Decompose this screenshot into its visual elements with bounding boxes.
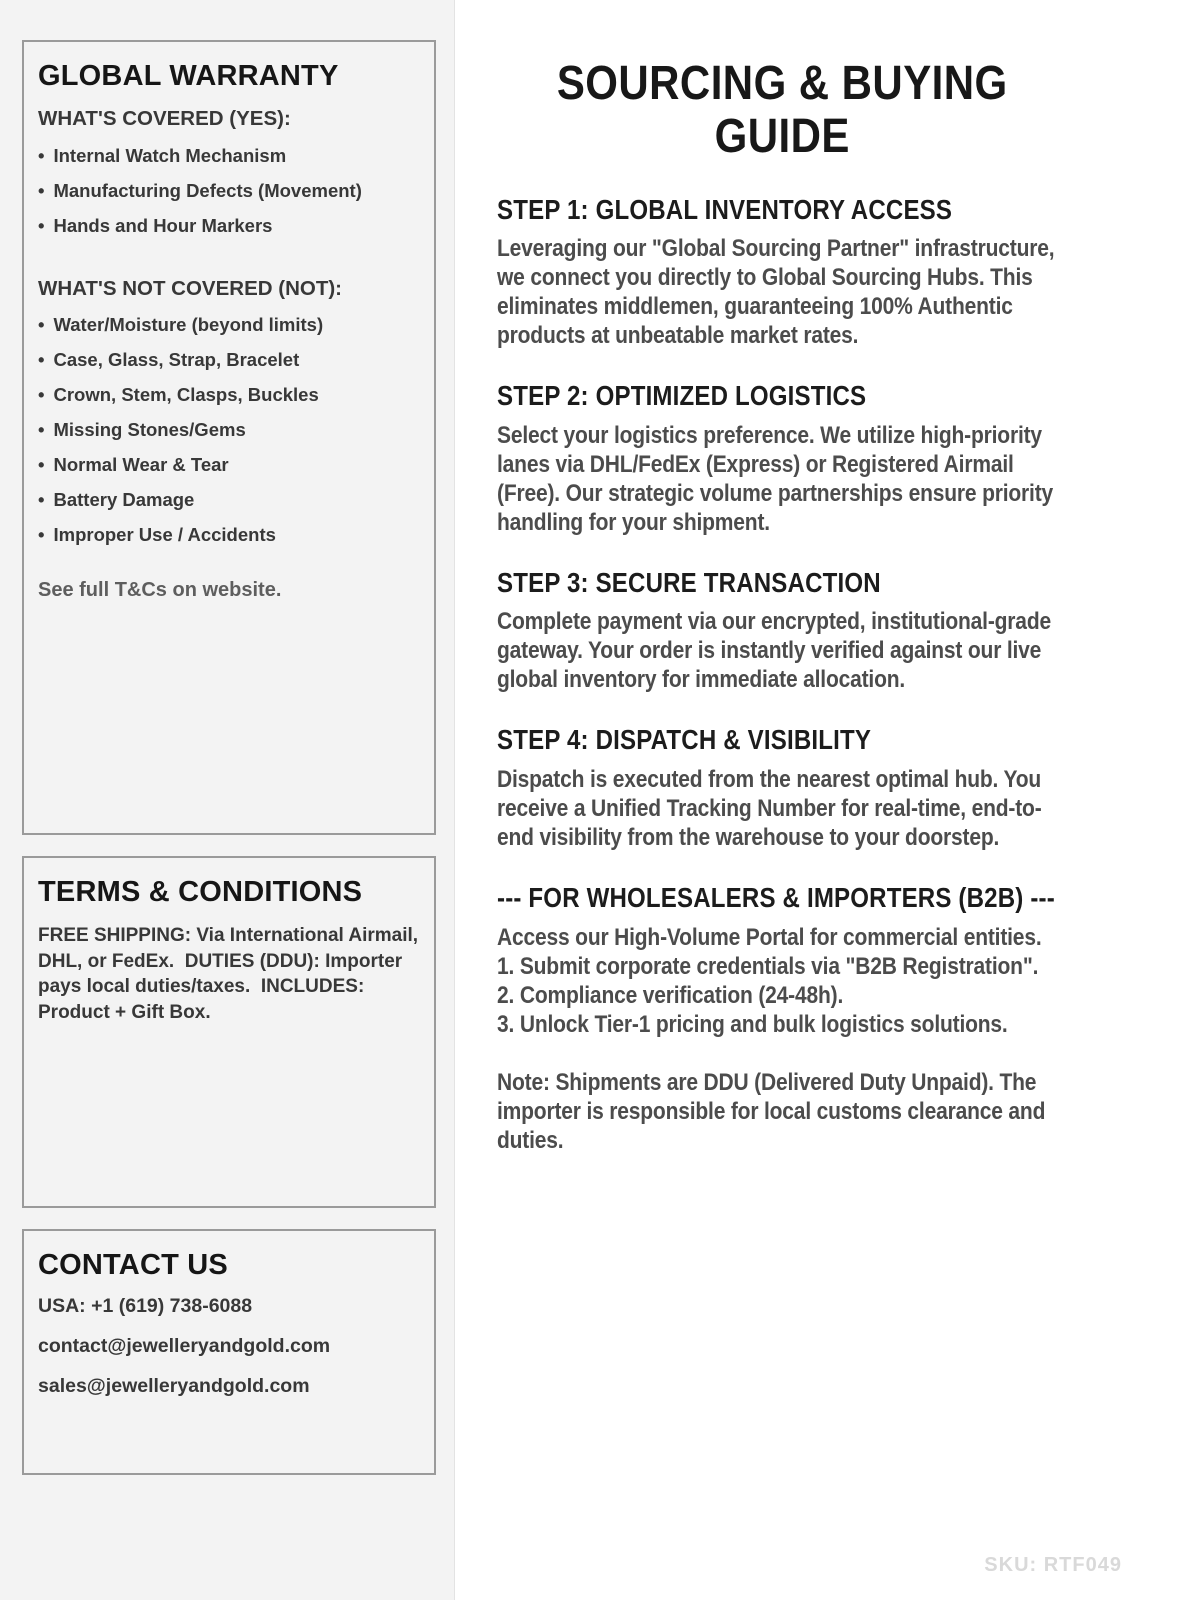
warranty-title: GLOBAL WARRANTY bbox=[38, 60, 339, 92]
global-warranty-panel bbox=[22, 40, 436, 835]
terms-body: FREE SHIPPING: Via International Airmail, DHL, or FedEx. DUTIES (DDU): Importer pays local duties/taxes. INCLUDES: Product + Gift Box. bbox=[38, 925, 424, 1023]
sidebar bbox=[0, 0, 455, 1600]
b2b-note: Note: Shipments are DDU (Delivered Duty Unpaid). The importer is responsible for local customs clearance and duties. bbox=[497, 1068, 1046, 1154]
contact-email: contact@jewelleryandgold.com bbox=[38, 1335, 331, 1358]
list-item: • Normal Wear & Tear bbox=[38, 454, 420, 476]
list-item: • Improper Use / Accidents bbox=[38, 524, 420, 546]
contact-phone: USA: +1 (619) 738-6088 bbox=[38, 1295, 253, 1318]
warranty-footnote: See full T&Cs on website. bbox=[38, 579, 282, 602]
covered-heading: WHAT'S COVERED (YES): bbox=[38, 107, 291, 131]
not-covered-heading: WHAT'S NOT COVERED (NOT): bbox=[38, 276, 342, 300]
b2b-heading: --- FOR WHOLESALERS & IMPORTERS (B2B) --- bbox=[497, 882, 1055, 914]
covered-list bbox=[38, 145, 420, 237]
step-1-heading: STEP 1: GLOBAL INVENTORY ACCESS bbox=[497, 193, 953, 225]
step-3-heading: STEP 3: SECURE TRANSACTION bbox=[497, 566, 881, 598]
b2b-item-2: 2. Compliance verification (24-48h). bbox=[497, 981, 844, 1009]
step-3-section bbox=[497, 567, 1068, 695]
b2b-item-1: 1. Submit corporate credentials via "B2B Registration". bbox=[497, 952, 1039, 980]
terms-title: TERMS & CONDITIONS bbox=[38, 876, 363, 908]
step-1-section bbox=[497, 194, 1068, 351]
step-4-heading: STEP 4: DISPATCH & VISIBILITY bbox=[497, 724, 872, 756]
b2b-intro: Access our High-Volume Portal for commercial entities. bbox=[497, 923, 1042, 951]
list-item: • Crown, Stem, Clasps, Buckles bbox=[38, 384, 420, 406]
not-covered-list bbox=[38, 314, 420, 546]
page-title: SOURCING & BUYING GUIDE bbox=[556, 57, 1008, 163]
step-1-body: Leveraging our "Global Sourcing Partner" infrastructure, we connect you directly to Global Sourcing Hubs. This eliminates middlemen, guaranteeing 100% Authentic products at unbeatable market rates. bbox=[497, 235, 1055, 350]
terms-panel bbox=[22, 856, 436, 1208]
b2b-section bbox=[497, 882, 1068, 1155]
list-item: • Internal Watch Mechanism bbox=[38, 145, 420, 167]
list-item: • Case, Glass, Strap, Bracelet bbox=[38, 349, 420, 371]
list-item: • Hands and Hour Markers bbox=[38, 215, 420, 237]
contact-panel bbox=[22, 1229, 436, 1475]
step-4-body: Dispatch is executed from the nearest optimal hub. You receive a Unified Tracking Number for real-time, end-to-end visibility from the warehouse to your doorstep. bbox=[497, 766, 1042, 852]
sales-email: sales@jewelleryandgold.com bbox=[38, 1375, 310, 1398]
step-4-section bbox=[497, 724, 1068, 852]
step-2-body: Select your logistics preference. We utilize high-priority lanes via DHL/FedEx (Express) or Registered Airmail (Free). Our strategic volume partnerships ensure priority handling for your shipment. bbox=[497, 421, 1054, 536]
list-item: • Water/Moisture (beyond limits) bbox=[38, 314, 420, 336]
list-item: • Manufacturing Defects (Movement) bbox=[38, 180, 420, 202]
list-item: • Missing Stones/Gems bbox=[38, 419, 420, 441]
step-2-heading: STEP 2: OPTIMIZED LOGISTICS bbox=[497, 380, 867, 412]
contact-title: CONTACT US bbox=[38, 1249, 228, 1281]
b2b-item-3: 3. Unlock Tier-1 pricing and bulk logistics solutions. bbox=[497, 1010, 1008, 1038]
step-2-section bbox=[497, 380, 1068, 537]
guide-body bbox=[455, 0, 1103, 1155]
list-item: • Battery Damage bbox=[38, 489, 420, 511]
step-3-body: Complete payment via our encrypted, institutional-grade gateway. Your order is instantly verified against our live global inventory for immediate allocation. bbox=[497, 608, 1051, 694]
main-content bbox=[455, 0, 1200, 1600]
sku-label: SKU: RTF049 bbox=[984, 1554, 1122, 1576]
